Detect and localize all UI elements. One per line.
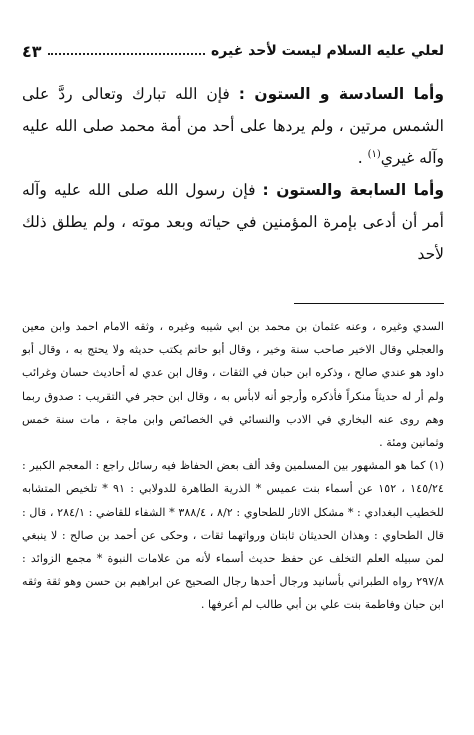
footnotes	[22, 315, 444, 617]
footnote-reference: (١)	[367, 148, 381, 160]
paragraph-end: .	[357, 149, 368, 167]
footnote-separator	[294, 303, 444, 304]
running-title: لعلي عليه السلام ليست لأحد غيره	[211, 43, 444, 59]
paragraph-heading: وأما السادسة و الستون :	[238, 85, 444, 103]
paragraph-text: فإن رسول الله صلى الله عليه وآله أمر أن أدعى بإمرة المؤمنين في حياته وبعد موته ، ولم يطلق ذلك لأحد	[22, 181, 444, 263]
paragraph-67	[22, 174, 444, 270]
page-number: ٤٣	[22, 41, 42, 61]
footnote-continuation: السدي وغيره ، وعنه عثمان بن محمد بن ابي شيبه وغيره ، وثقه الامام احمد وابن معين والعجلي وقال الاخير صاحب سنة وخير ، وقال أبو حاتم يكتب حديثه ولا يحتج به ، وقال أبو داود هو عندي صالح ، وذكره ابن حبان في الثقات ، وقال ابن عدي له أحاديث حسان وغرائب ولم أر له حديثاً منكراً فأذكره وأرجو أنه لابأس به ، وقال ابن حجر في التقريب : صدوق ربما وهم روى عنه البخاري في الادب والنسائي في الخصائص وابن ماجة ، مات سنة خمس وثمانين ومئة .	[22, 320, 444, 450]
paragraph-heading: وأما السابعة والستون :	[262, 181, 444, 199]
page-header	[22, 40, 444, 62]
footnote-1: (١) كما هو المشهور بين المسلمين وقد ألف بعض الحفاظ فيه رسائل راجع : المعجم الكبير : ١٤٥/٢٤ ، ١٥٢ عن أسماء بنت عميس * الذرية الطاهرة للدولابي : ٩١ * تلخيص المتشابه للخطيب البغدادي : * مشكل الاثار للطحاوي : ٨/٢ ، ٣٨٨/٤ * الشفاء للقاضي : ٢٨٤/١ ، قال : قال الطحاوي : وهذان الحديثان ثابتان ورواتهما ثقات ، وحكى عن أحمد بن صالح : لا ينبغي لمن سبيله العلم التخلف عن حفظ حديث أسماء لأنه من علامات النبوة * مجمع الزوائد : ٢٩٧/٨ رواه الطبراني بأسانيد ورجال أحدها رجال الصحيح عن ابراهيم بن حسن وهو ثقة وثقه ابن حبان وفاطمة بنت علي بن أبي طالب لم أعرفها .	[22, 459, 444, 612]
dotted-leader	[48, 53, 205, 55]
paragraph-66	[22, 78, 444, 174]
paragraph-text: فإن الله تبارك وتعالى ردَّ على الشمس مرتين ، ولم يردها على أحد من أمة محمد صلى الله عليه وآله غيري	[22, 85, 444, 167]
main-text	[22, 78, 444, 270]
